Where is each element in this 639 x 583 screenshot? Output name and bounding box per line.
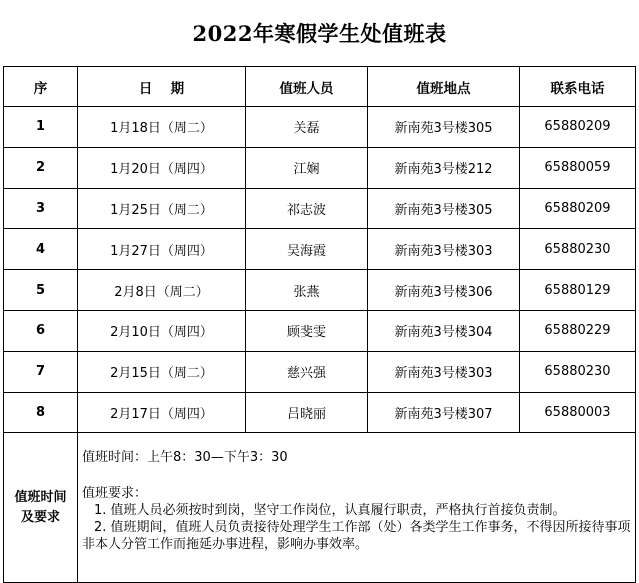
notes-row bbox=[4, 433, 636, 583]
duty-schedule-table bbox=[3, 66, 636, 583]
row-phone: 65880209 bbox=[520, 188, 636, 229]
row-person: 张燕 bbox=[246, 270, 368, 311]
notes-label-line2: 及要求 bbox=[20, 509, 60, 525]
row-person: 祁志波 bbox=[246, 188, 368, 229]
row-person: 慈兴强 bbox=[246, 351, 368, 392]
row-index: 4 bbox=[4, 229, 78, 270]
notes-content bbox=[78, 433, 636, 583]
table-row bbox=[4, 147, 636, 188]
row-index: 2 bbox=[4, 147, 78, 188]
table-row bbox=[4, 188, 636, 229]
requirement-item: 1. 值班人员必须按时到岗，坚守工作岗位，认真履行职责，严格执行首接负责制。 bbox=[94, 503, 566, 519]
row-location: 新南苑3号楼305 bbox=[368, 107, 520, 148]
header-phone: 联系电话 bbox=[520, 67, 636, 107]
row-location: 新南苑3号楼212 bbox=[368, 147, 520, 188]
row-phone: 65880229 bbox=[520, 310, 636, 351]
table-row bbox=[4, 310, 636, 351]
header-location: 值班地点 bbox=[368, 67, 520, 107]
notes-label bbox=[4, 433, 78, 583]
row-phone: 65880230 bbox=[520, 229, 636, 270]
row-index: 3 bbox=[4, 188, 78, 229]
row-date: 2月10日（周四） bbox=[78, 310, 246, 351]
row-index: 5 bbox=[4, 270, 78, 311]
row-index: 6 bbox=[4, 310, 78, 351]
requirements-title: 值班要求： bbox=[82, 486, 148, 502]
row-phone: 65880003 bbox=[520, 392, 636, 433]
page-title: 2022年寒假学生处值班表 bbox=[192, 21, 447, 46]
row-date: 1月18日（周二） bbox=[78, 107, 246, 148]
table-row bbox=[4, 107, 636, 148]
row-date: 2月17日（周四） bbox=[78, 392, 246, 433]
table-row bbox=[4, 392, 636, 433]
row-phone: 65880209 bbox=[520, 107, 636, 148]
row-date: 2月8日（周二） bbox=[78, 270, 246, 311]
header-index: 序 bbox=[4, 67, 78, 107]
notes-label-line1: 值班时间 bbox=[14, 489, 67, 505]
table-row bbox=[4, 229, 636, 270]
row-person: 吕晓丽 bbox=[246, 392, 368, 433]
row-location: 新南苑3号楼303 bbox=[368, 351, 520, 392]
row-date: 1月25日（周二） bbox=[78, 188, 246, 229]
row-person: 关磊 bbox=[246, 107, 368, 148]
row-location: 新南苑3号楼307 bbox=[368, 392, 520, 433]
row-index: 7 bbox=[4, 351, 78, 392]
requirement-item: 2. 值班期间，值班人员负责接待处理学生工作部（处）各类学生工作事务，不得因所接待事项非本人分管工作而拖延办事进程，影响办事效率。 bbox=[82, 520, 631, 553]
row-date: 1月27日（周四） bbox=[78, 229, 246, 270]
table-row bbox=[4, 270, 636, 311]
header-date: 日 期 bbox=[78, 67, 246, 107]
row-person: 吴海霞 bbox=[246, 229, 368, 270]
row-index: 8 bbox=[4, 392, 78, 433]
row-person: 顾斐雯 bbox=[246, 310, 368, 351]
table-row bbox=[4, 351, 636, 392]
table-header-row bbox=[4, 67, 636, 107]
row-location: 新南苑3号楼304 bbox=[368, 310, 520, 351]
row-phone: 65880059 bbox=[520, 147, 636, 188]
row-location: 新南苑3号楼306 bbox=[368, 270, 520, 311]
header-person: 值班人员 bbox=[246, 67, 368, 107]
row-location: 新南苑3号楼305 bbox=[368, 188, 520, 229]
duty-time-text: 值班时间：上午8：30—下午3：30 bbox=[82, 450, 288, 466]
row-location: 新南苑3号楼303 bbox=[368, 229, 520, 270]
row-index: 1 bbox=[4, 107, 78, 148]
row-date: 1月20日（周四） bbox=[78, 147, 246, 188]
row-phone: 65880129 bbox=[520, 270, 636, 311]
row-phone: 65880230 bbox=[520, 351, 636, 392]
row-date: 2月15日（周二） bbox=[78, 351, 246, 392]
row-person: 江娴 bbox=[246, 147, 368, 188]
